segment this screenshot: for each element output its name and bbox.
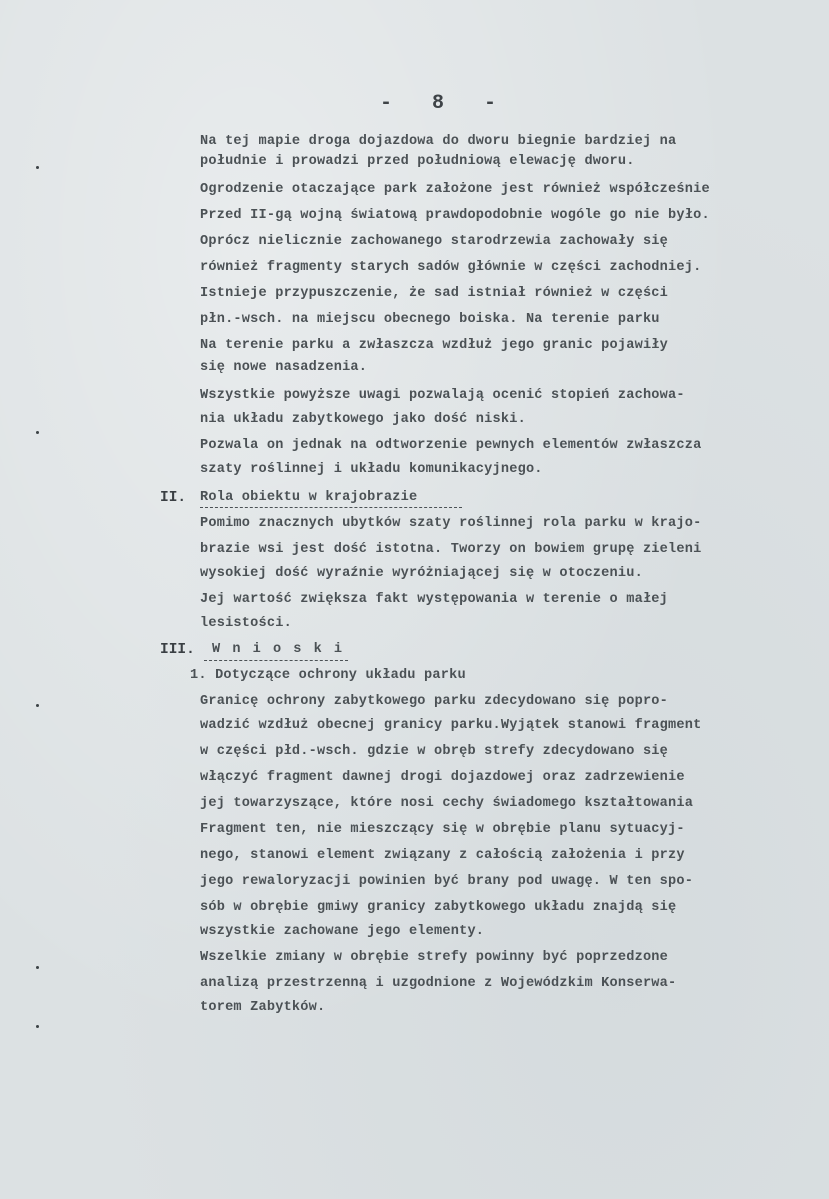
punch-mark: [36, 966, 39, 969]
text-line: torem Zabytków.: [200, 1000, 326, 1015]
text-line: Oprócz nielicznie zachowanego starodrzewia zachowały się: [200, 234, 669, 249]
text-line: szaty roślinnej i układu komunikacyjnego.: [200, 462, 543, 477]
subsection-title: 1. Dotyczące ochrony układu parku: [190, 668, 466, 683]
section-title: W n i o s k i: [212, 642, 345, 657]
text-line: Wszelkie zmiany w obrębie strefy powinny być poprzedzone: [200, 950, 669, 965]
text-line: Istnieje przypuszczenie, że sad istniał również w części: [200, 286, 669, 301]
text-line: analizą przestrzenną i uzgodnione z Wojewódzkim Konserwa-: [200, 976, 677, 991]
text-line: wszystkie zachowane jego elementy.: [200, 924, 485, 939]
section-title: Rola obiektu w krajobrazie: [200, 490, 418, 505]
punch-mark: [36, 1025, 39, 1028]
text-line: wysokiej dość wyraźnie wyróżniającej się w otoczeniu.: [200, 566, 643, 581]
section-number: II.: [160, 490, 187, 506]
text-line: południe i prowadzi przed południową elewację dworu.: [200, 154, 635, 169]
text-line: Pomimo znacznych ubytków szaty roślinnej rola parku w krajo-: [200, 516, 702, 531]
text-line: nego, stanowi element związany z całością założenia i przy: [200, 848, 685, 863]
text-line: również fragmenty starych sadów głównie w części zachodniej.: [200, 260, 702, 275]
punch-mark: [36, 166, 39, 169]
section-title-underline: [200, 507, 462, 509]
text-line: Pozwala on jednak na odtworzenie pewnych elementów zwłaszcza: [200, 438, 702, 453]
page-number: - 8 -: [380, 92, 511, 115]
text-line: Granicę ochrony zabytkowego parku zdecydowano się popro-: [200, 694, 669, 709]
text-line: brazie wsi jest dość istotna. Tworzy on bowiem grupę zieleni: [200, 542, 702, 557]
text-line: jej towarzyszące, które nosi cechy świadomego kształtowania: [200, 796, 694, 811]
section-number: III.: [160, 642, 195, 658]
text-line: Na terenie parku a zwłaszcza wzdłuż jego granic pojawiły: [200, 338, 669, 353]
text-line: wadzić wzdłuż obecnej granicy parku.Wyjątek stanowi fragment: [200, 718, 702, 733]
punch-mark: [36, 431, 39, 434]
text-line: włączyć fragment dawnej drogi dojazdowej oraz zadrzewienie: [200, 770, 685, 785]
text-line: jego rewaloryzacji powinien być brany pod uwagę. W ten spo-: [200, 874, 694, 889]
section-title-underline: [204, 660, 348, 662]
text-line: Na tej mapie droga dojazdowa do dworu biegnie bardziej na: [200, 134, 677, 149]
text-line: Ogrodzenie otaczające park założone jest również współcześnie: [200, 182, 710, 197]
text-line: nia układu zabytkowego jako dość niski.: [200, 412, 526, 427]
text-line: się nowe nasadzenia.: [200, 360, 368, 375]
text-line: Wszystkie powyższe uwagi pozwalają ocenić stopień zachowa-: [200, 388, 685, 403]
text-line: płn.-wsch. na miejscu obecnego boiska. Na terenie parku: [200, 312, 660, 327]
text-line: Fragment ten, nie mieszczący się w obrębie planu sytuacyj-: [200, 822, 685, 837]
punch-mark: [36, 704, 39, 707]
text-line: Przed II-gą wojną światową prawdopodobnie wogóle go nie było.: [200, 208, 710, 223]
text-line: w części płd.-wsch. gdzie w obręb strefy zdecydowano się: [200, 744, 669, 759]
text-line: lesistości.: [200, 616, 292, 631]
text-line: Jej wartość zwiększa fakt występowania w terenie o małej: [200, 592, 669, 607]
text-line: sób w obrębie gmiwy granicy zabytkowego układu znajdą się: [200, 900, 677, 915]
